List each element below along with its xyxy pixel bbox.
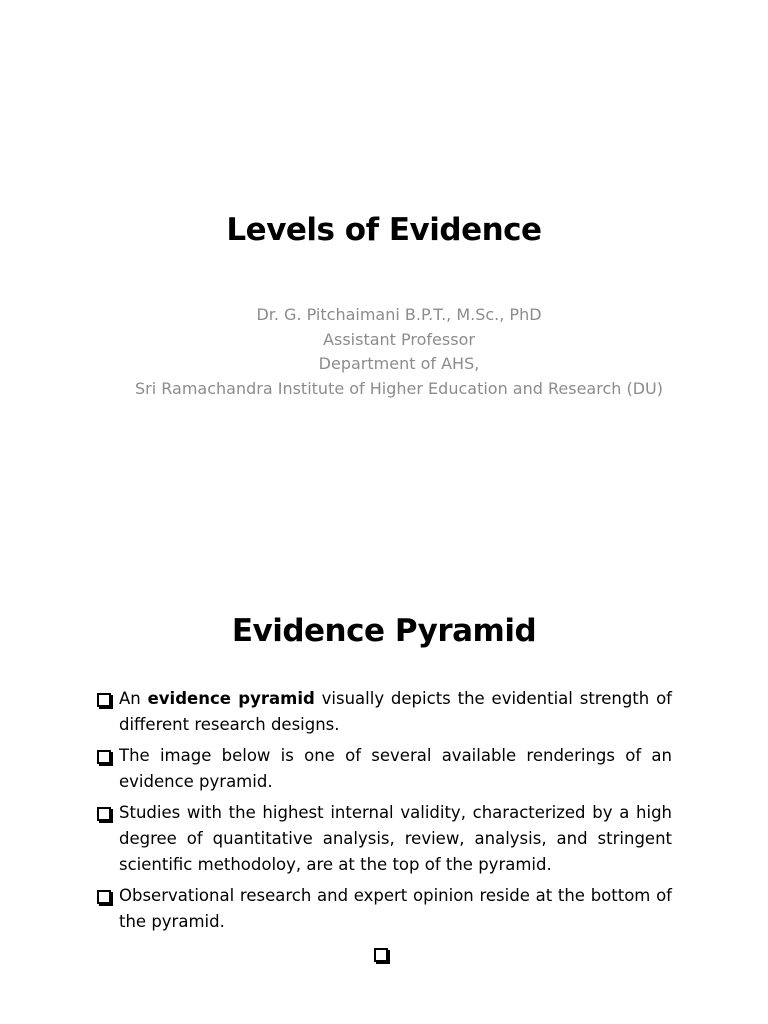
author-name: Dr. G. Pitchaimani B.P.T., M.Sc., PhD bbox=[256, 305, 542, 324]
bullet-item bbox=[96, 883, 672, 935]
bullet-text-pre: An bbox=[119, 689, 148, 708]
bullet-item bbox=[96, 686, 672, 738]
bullet-item bbox=[96, 800, 672, 878]
bullet-text: Studies with the highest internal validity, characterized by a high degree of quantitative analysis, review, analysis, and stringent scientific methodoloy, are at the top of the pyramid. bbox=[119, 803, 672, 874]
bullet-text-post: visually depicts the evidential strength of different research designs. bbox=[119, 689, 672, 734]
author-block bbox=[0, 303, 768, 401]
bullet-text: The image below is one of several available renderings of an evidence pyramid. bbox=[119, 746, 672, 791]
author-position: Assistant Professor bbox=[323, 329, 475, 349]
checkbox-bullet-icon bbox=[97, 750, 111, 764]
bullet-text-bold: evidence pyramid bbox=[147, 689, 315, 708]
bullet-text: Observational research and expert opinion reside at the bottom of the pyramid. bbox=[119, 886, 672, 931]
author-department: Department of AHS, bbox=[318, 354, 480, 373]
checkbox-bullet-icon bbox=[97, 807, 111, 821]
checkbox-bullet-icon bbox=[97, 693, 111, 707]
slide-title-levels-of-evidence: Levels of Evidence bbox=[226, 212, 542, 248]
author-institution: Sri Ramachandra Institute of Higher Education and Research (DU) bbox=[135, 378, 663, 398]
bullet-list bbox=[96, 686, 672, 940]
checkbox-bullet-icon bbox=[97, 890, 111, 904]
bullet-item bbox=[96, 743, 672, 795]
empty-checkbox-bullet-icon bbox=[374, 948, 388, 962]
slide-title-evidence-pyramid: Evidence Pyramid bbox=[231, 613, 537, 649]
